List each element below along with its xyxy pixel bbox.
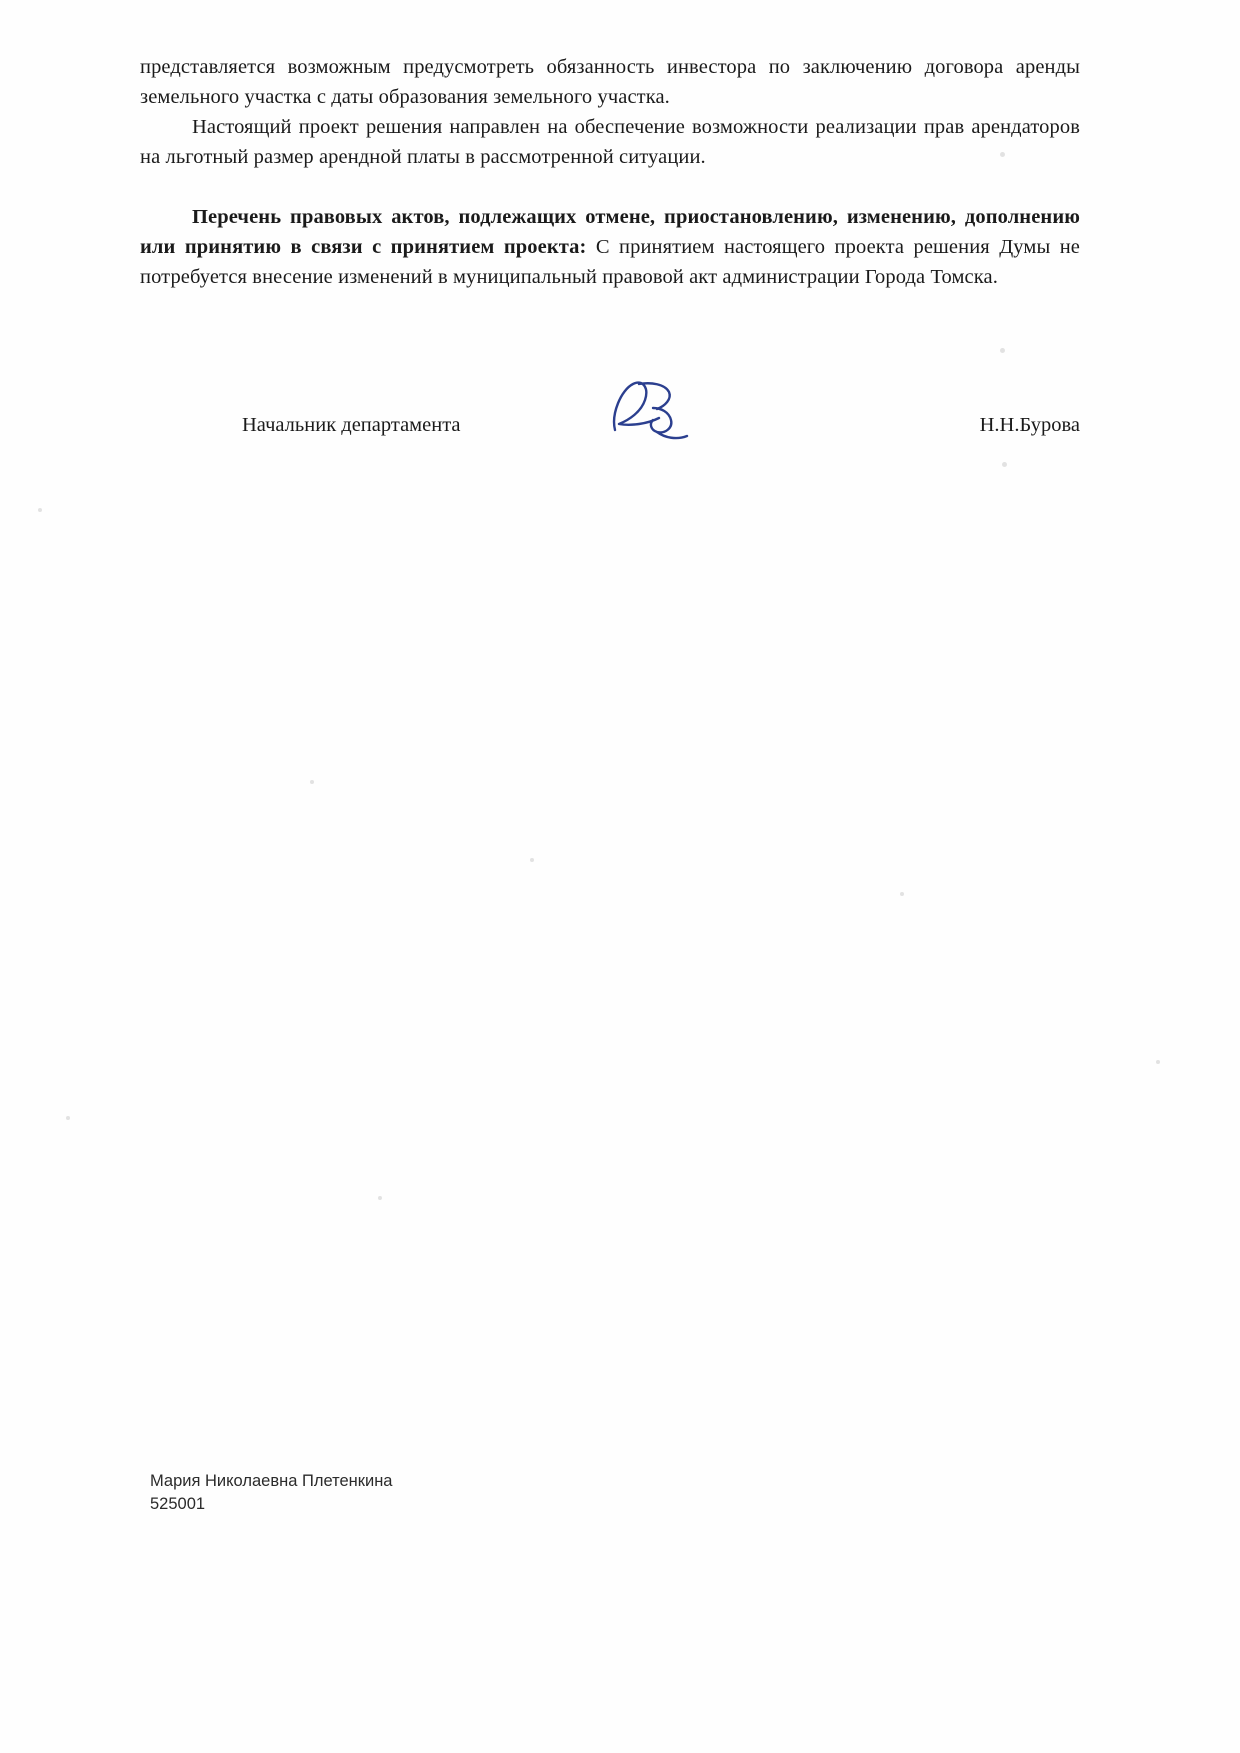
section-text: С принятием настоящего проекта решения Думы не потребуется внесение изменений в муниципальный правовой акт администрации Города Томска. — [140, 236, 1081, 288]
scan-speck — [1000, 348, 1005, 353]
scan-speck — [66, 1116, 70, 1120]
paragraph-spacer — [140, 172, 1080, 202]
paragraph-intro: представляется возможным предусмотреть обязанность инвестора по заключению договора аренды земельного участка с даты образования земельного участка. — [140, 56, 1080, 108]
handwritten-signature-icon — [595, 368, 735, 458]
scan-speck — [1000, 152, 1005, 157]
scan-speck — [378, 1196, 382, 1200]
paragraph-purpose: Настоящий проект решения направлен на обеспечение возможности реализации прав арендаторов на льготный размер арендной платы в рассмотренной ситуации. — [140, 116, 1080, 168]
footer-executor: Мария Николаевна Плетенкина — [150, 1472, 393, 1490]
scan-speck — [1002, 462, 1007, 467]
signature-block — [140, 400, 1080, 460]
document-footer — [150, 1470, 393, 1516]
scan-speck — [38, 508, 42, 512]
section-heading: Перечень правовых актов, подлежащих отмене, приостановлению, изменению, дополнению или принятию в связи с принятием проекта: — [140, 206, 1080, 258]
scan-speck — [1156, 1060, 1160, 1064]
footer-phone: 525001 — [150, 1495, 206, 1513]
scan-speck — [530, 858, 534, 862]
section-legal-acts — [140, 202, 1080, 292]
signature-name: Н.Н.Бурова — [979, 414, 1080, 436]
scan-speck — [310, 780, 314, 784]
document-body — [140, 52, 1080, 292]
signature-role: Начальник департамента — [242, 414, 461, 436]
scan-speck — [900, 892, 904, 896]
